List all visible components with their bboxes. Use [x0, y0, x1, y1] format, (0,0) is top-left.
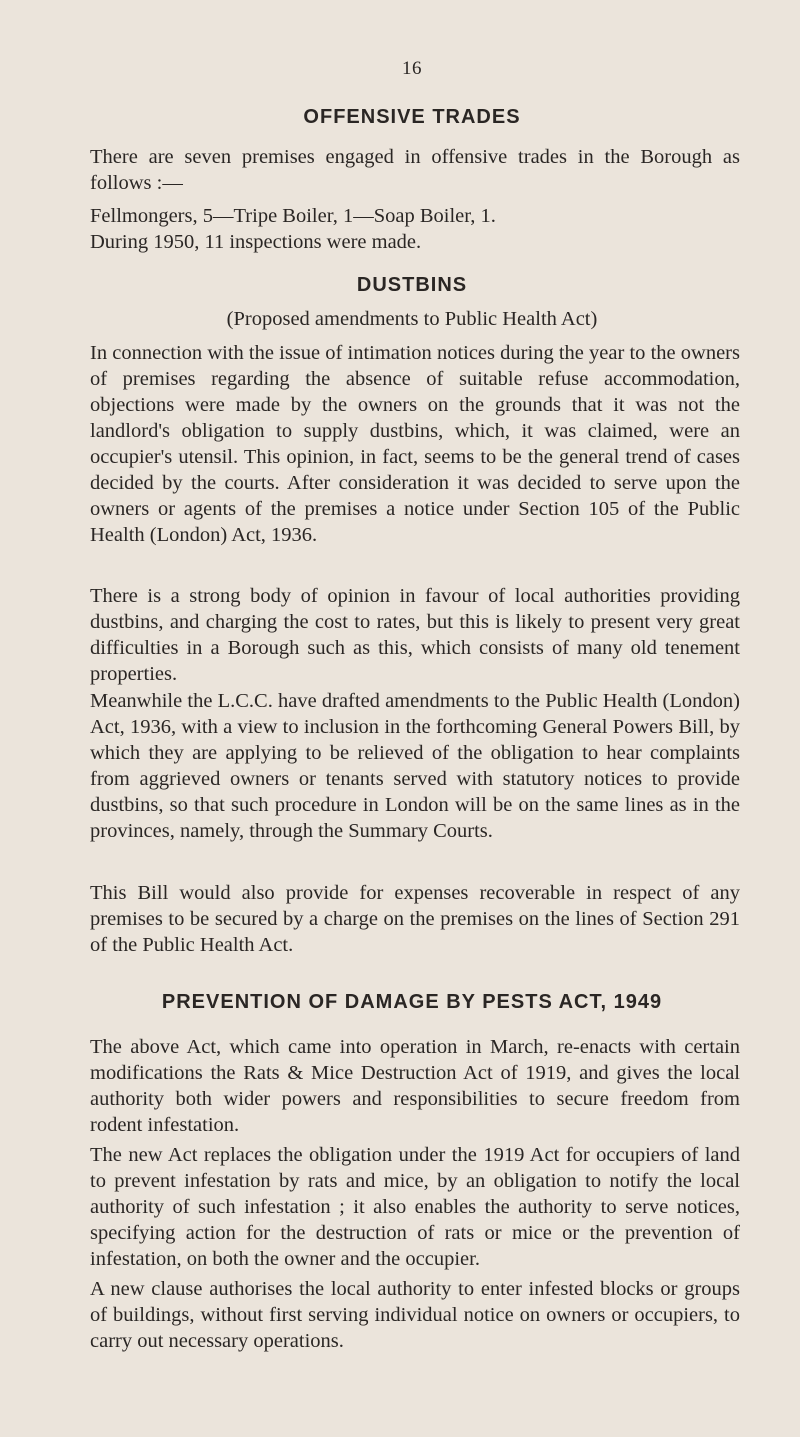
heading-offensive-trades: OFFENSIVE TRADES: [303, 106, 521, 128]
paragraph: During 1950, 11 inspections were made.: [90, 231, 422, 253]
paragraph: The new Act replaces the obligation under the 1919 Act for occupiers of land to prevent infestation by rats and mice, by an obligation to notify the local authority of such infestation ; it also enables the authority to serve notices, specifying action for the destruction of rats or mice or the prevention of infestation, on both the owner and the occupier.: [90, 1144, 740, 1270]
paragraph: The above Act, which came into operation in March, re-enacts with certain modifications the Rats & Mice Destruction Act of 1919, and gives the local authority both wider powers and responsibilities to secure freedom from rodent infestation.: [90, 1036, 740, 1136]
paragraph: Meanwhile the L.C.C. have drafted amendments to the Public Health (London) Act, 1936, with a view to inclusion in the forthcoming General Powers Bill, by which they are applying to be relieved of the obligation to hear complaints from aggrieved owners or tenants served with statutory notices to provide dustbins, so that such procedure in London will be on the same lines as in the provinces, namely, through the Summary Courts.: [90, 690, 740, 842]
paragraph: Fellmongers, 5—Tripe Boiler, 1—Soap Boiler, 1.: [90, 205, 496, 227]
paragraph: There is a strong body of opinion in favour of local authorities providing dustbins, and charging the cost to rates, but this is likely to present very great difficulties in a Borough such as this, which consists of many old tenement properties.: [90, 585, 740, 685]
subheading-dustbins: (Proposed amendments to Public Health Act): [226, 308, 598, 330]
paragraph: There are seven premises engaged in offensive trades in the Borough as follows :—: [90, 146, 740, 194]
heading-dustbins: DUSTBINS: [356, 274, 468, 296]
heading-prevention-of-damage-by-pests-act: PREVENTION OF DAMAGE BY PESTS ACT, 1949: [161, 991, 663, 1013]
paragraph: A new clause authorises the local authority to enter infested blocks or groups of buildings, without first serving individual notice on owners or occupiers, to carry out necessary operations.: [90, 1278, 740, 1352]
paragraph: This Bill would also provide for expenses recoverable in respect of any premises to be secured by a charge on the premises on the lines of Section 291 of the Public Health Act.: [90, 882, 740, 956]
page-number: 16: [402, 58, 422, 79]
paragraph: In connection with the issue of intimation notices during the year to the owners of premises regarding the absence of suitable refuse accommodation, objections were made by the owners on the grounds that it was not the landlord's obligation to supply dustbins, which, it was claimed, were an occupier's utensil. This opinion, in fact, seems to be the general trend of cases decided by the courts. After consideration it was decided to serve upon the owners or agents of the premises a notice under Section 105 of the Public Health (London) Act, 1936.: [90, 342, 740, 546]
